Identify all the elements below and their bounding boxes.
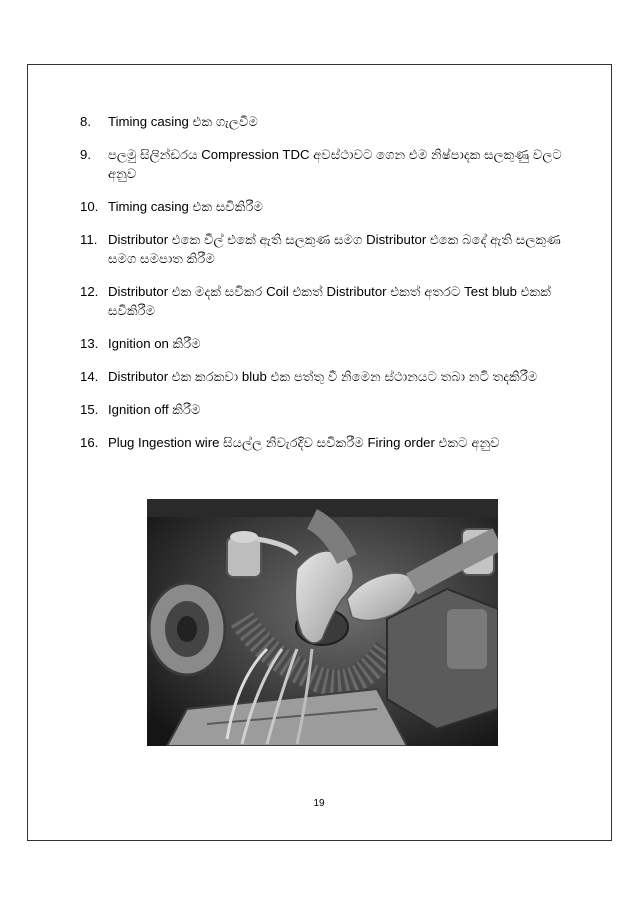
step-number: 16. xyxy=(80,435,99,450)
step-text: Timing casing එක සවිකිරීම xyxy=(108,199,263,214)
step-text: පලමු සිලින්ඩරය Compression TDC අවස්ථාවට ගෙන එම නිෂ්පාදක සලකුණු වලට අනුව xyxy=(108,147,562,181)
page-number: 19 xyxy=(313,798,325,809)
step-item xyxy=(80,145,580,183)
step-item xyxy=(80,197,580,216)
step-text: Ignition on කිරීම xyxy=(108,336,201,351)
step-item xyxy=(80,230,580,268)
step-number: 10. xyxy=(80,199,99,214)
step-item xyxy=(80,400,580,419)
step-text: Ignition off කිරීම xyxy=(108,402,201,417)
step-item xyxy=(80,112,580,131)
step-number: 14. xyxy=(80,369,99,384)
step-text: Distributor එක මදක් සවිකර Coil එකත් Distributor එකත් අතරට Test blub එකක් සවිකිරීම xyxy=(108,284,551,318)
step-number: 9. xyxy=(80,147,91,162)
step-text: Plug Ingestion wire සියල්ල නිවැරදිව සවිකරීම Firing order එකට අනුව xyxy=(108,435,500,450)
step-item xyxy=(80,282,580,320)
step-number: 12. xyxy=(80,284,99,299)
step-number: 13. xyxy=(80,336,99,351)
step-item xyxy=(80,334,580,353)
engine-photo-illustration xyxy=(147,499,498,746)
procedure-steps xyxy=(80,112,580,466)
step-text: Timing casing එක ගැලවීම xyxy=(108,114,258,129)
engine-bay-photo xyxy=(147,499,498,746)
step-number: 11. xyxy=(80,232,98,247)
step-number: 15. xyxy=(80,402,99,417)
step-item xyxy=(80,433,580,452)
step-number: 8. xyxy=(80,114,91,129)
step-item xyxy=(80,367,580,386)
step-text: Distributor එකෙ වීල් එකේ ඇති සලකුණ සමග Distributor එකෙ බදේ ඇති සලකුණ සමග සමපාත කිරීම xyxy=(108,232,561,266)
step-text: Distributor එක කරකවා blub එක පත්තු වී නිමෙන ස්ථානයට තබා නටි තදකිරීම xyxy=(108,369,538,384)
